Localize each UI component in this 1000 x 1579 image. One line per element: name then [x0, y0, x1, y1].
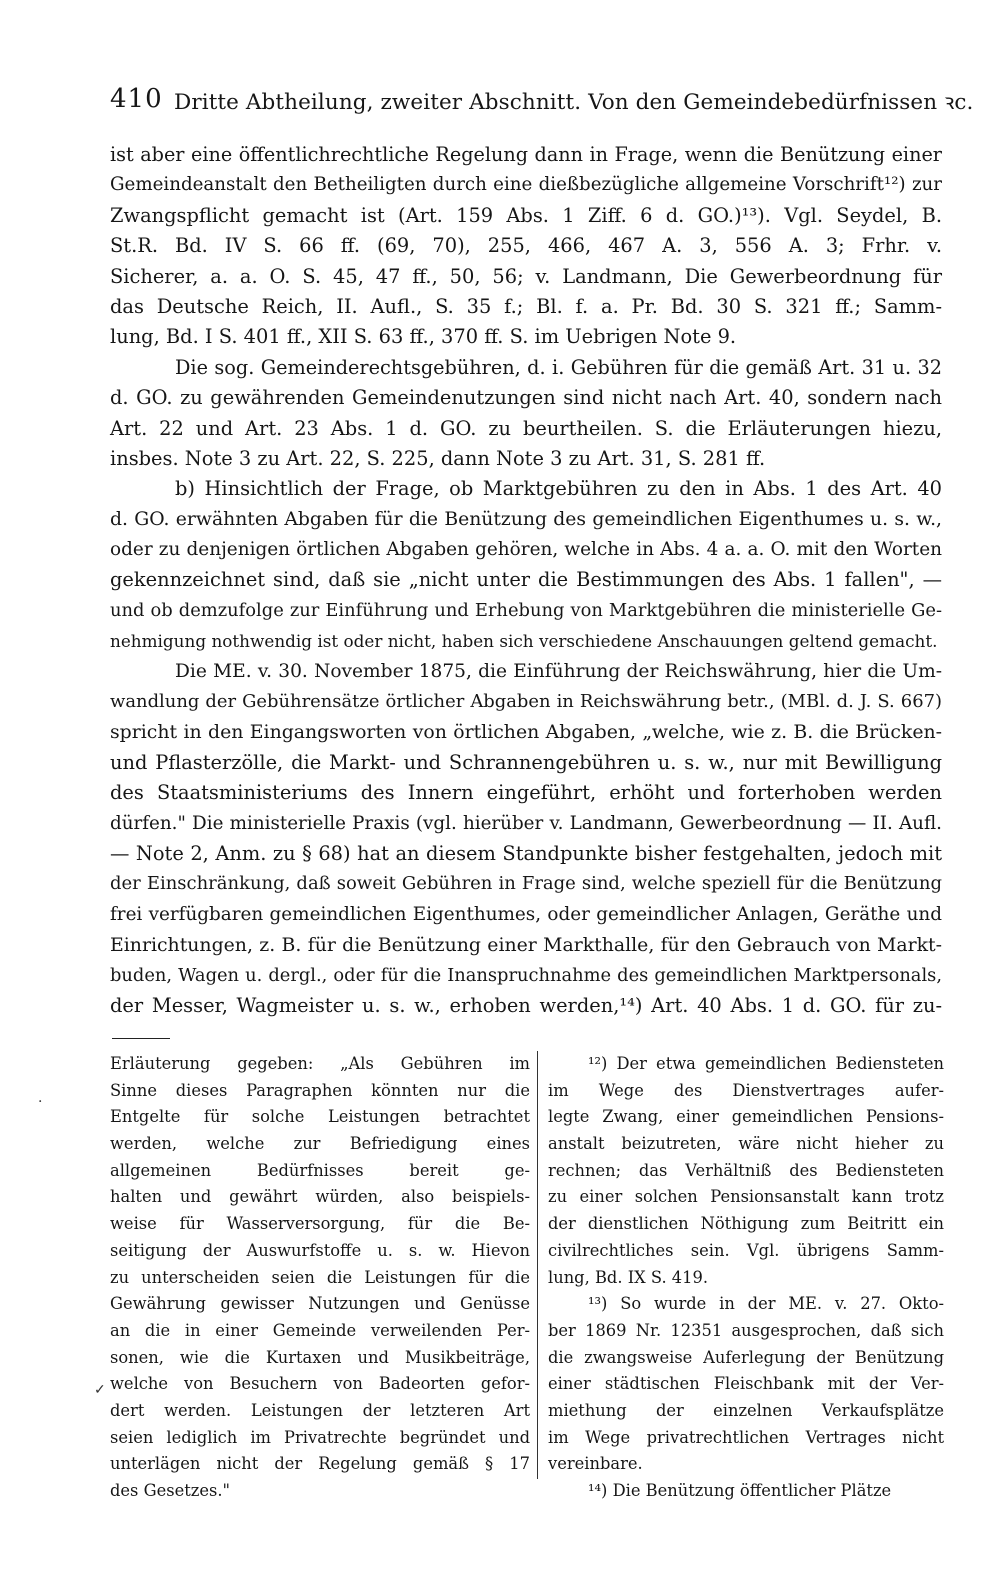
footnote-line: im Wege des Dienstvertrages aufer- [548, 1080, 944, 1100]
footnote-line: dert werden. Leistungen der letzteren Art [110, 1400, 530, 1420]
margin-speck: · [38, 1094, 43, 1110]
running-head: Dritte Abtheilung, zweiter Abschnitt. Von den Gemeindebedürfnissen ꝛc. [174, 90, 974, 115]
text-line: Zwangspflicht gemacht ist (Art. 159 Abs. 1 Ziff. 6 d. GO.)¹³). Vgl. Seydel, B. [110, 203, 942, 227]
footnote-line: weise für Wasserversorgung, für die Be- [110, 1214, 530, 1234]
footnote-line: Gewährung gewisser Nutzungen und Genüsse [110, 1294, 530, 1314]
footnote-line: im Wege privatrechtlichen Vertrages nicht [548, 1427, 944, 1447]
footnote-line: welche von Besuchern von Badeorten gefor- [110, 1374, 530, 1394]
footnote-line: zu unterscheiden seien die Leistungen für die [110, 1267, 530, 1287]
footnote-line: an die in einer Gemeinde verweilenden Per- [110, 1320, 530, 1340]
text-line: und Pflasterzölle, die Markt- und Schrannengebühren u. s. w., nur mit Bewilligung [110, 750, 942, 774]
footnote-line: sonen, wie die Kurtaxen und Musikbeiträge, [110, 1347, 530, 1367]
text-line: der Messer, Wagmeister u. s. w., erhoben werden,¹⁴) Art. 40 Abs. 1 d. GO. für zu- [110, 993, 942, 1017]
text-line: Die ME. v. 30. November 1875, die Einführung der Reichswährung, hier die Um- [175, 660, 942, 682]
footnote-line: lung, Bd. IX S. 419. [548, 1267, 709, 1287]
footnote-14-line: ¹⁴) Die Benützung öffentlicher Plätze [588, 1481, 892, 1500]
footnote-line: ber 1869 Nr. 12351 ausgesprochen, daß sich [548, 1320, 944, 1340]
text-line: Sicherer, a. a. O. S. 45, 47 ff., 50, 56; v. Landmann, Die Gewerbeordnung für [110, 264, 942, 288]
text-line: Die sog. Gemeinderechtsgebühren, d. i. Gebühren für die gemäß Art. 31 u. 32 [175, 355, 942, 379]
footnote-line: halten und gewährt würden, also beispiels- [110, 1187, 530, 1207]
text-line: oder zu denjenigen örtlichen Abgaben gehören, welche in Abs. 4 a. a. O. mit den Worten [110, 539, 942, 561]
footnote-line: Erläuterung gegeben: „Als Gebühren im [110, 1054, 530, 1073]
footnote-line: Sinne dieses Paragraphen könnten nur die [110, 1080, 530, 1100]
text-line: b) Hinsichtlich der Frage, ob Marktgebühren zu den in Abs. 1 des Art. 40 [175, 477, 942, 501]
text-line: Art. 22 und Art. 23 Abs. 1 d. GO. zu beurtheilen. S. die Erläuterungen hiezu, [110, 416, 942, 440]
text-line: spricht in den Eingangsworten von örtlichen Abgaben, „welche, wie z. B. die Brücken- [110, 721, 942, 744]
footnotes-left-column [110, 1051, 530, 1505]
text-line: wandlung der Gebührensätze örtlicher Abgaben in Reichswährung betr., (MBl. d. J. S. 667) [110, 691, 942, 713]
text-line: frei verfügbaren gemeindlichen Eigenthumes, oder gemeindlicher Anlagen, Geräthe und [110, 903, 942, 925]
text-line: Gemeindeanstalt den Betheiligten durch eine dießbezügliche allgemeine Vorschrift¹²) zur [110, 174, 942, 196]
text-line: dürfen." Die ministerielle Praxis (vgl. hierüber v. Landmann, Gewerbeordnung — II. Aufl. [110, 812, 942, 834]
text-line: des Staatsministeriums des Innern eingeführt, erhöht und forterhoben werden [110, 781, 942, 805]
footnote-line: seien lediglich im Privatrechte begründet und [110, 1427, 530, 1447]
footnote-13-line: ¹³) So wurde in der ME. v. 27. Okto- [588, 1294, 944, 1314]
footnote-column-divider [537, 1051, 538, 1479]
footnote-separator [112, 1038, 170, 1039]
text-line: gekennzeichnet sind, daß sie „nicht unter die Bestimmungen des Abs. 1 fallen", — [110, 568, 942, 592]
footnote-line: vereinbare. [548, 1454, 643, 1474]
text-line: das Deutsche Reich, II. Aufl., S. 35 f.; Bl. f. a. Pr. Bd. 30 S. 321 ff.; Samm- [110, 294, 942, 318]
page-number: 410 [110, 84, 163, 114]
footnote-line: der dienstlichen Nöthigung zum Beitritt ein [548, 1214, 944, 1234]
footnote-line: zu einer solchen Pensionsanstalt kann trotz [548, 1187, 944, 1207]
text-line: und ob demzufolge zur Einführung und Erhebung von Marktgebühren die ministerielle Ge- [110, 599, 942, 621]
footnote-12-line: ¹²) Der etwa gemeindlichen Bediensteten [588, 1054, 944, 1073]
footnote-line: anstalt beizutreten, wäre nicht hieher zu [548, 1134, 944, 1154]
footnote-line: allgemeinen Bedürfnisses bereit ge- [110, 1160, 530, 1180]
text-line: Einrichtungen, z. B. für die Benützung einer Markthalle, für den Gebrauch von Markt- [110, 934, 942, 957]
text-line: insbes. Note 3 zu Art. 22, S. 225, dann Note 3 zu Art. 31, S. 281 ff. [110, 446, 766, 470]
footnote-line: rechnen; das Verhältniß des Bediensteten [548, 1160, 944, 1180]
footnote-line: civilrechtliches sein. Vgl. übrigens Samm- [548, 1240, 944, 1260]
footnote-line: seitigung der Auswurfstoffe u. s. w. Hievon [110, 1240, 530, 1260]
footnote-line: werden, welche zur Befriedigung eines [110, 1134, 530, 1154]
footnote-line: des Gesetzes." [110, 1481, 230, 1500]
page-header [110, 84, 974, 118]
margin-pencil-mark: ✓ [94, 1382, 106, 1398]
footnote-line: legte Zwang, einer gemeindlichen Pensions- [548, 1107, 944, 1127]
text-line: ist aber eine öffentlichrechtliche Regelung dann in Frage, wenn die Benützung einer [110, 143, 942, 166]
main-text-block [110, 140, 942, 1021]
text-line: d. GO. zu gewährenden Gemeindenutzungen sind nicht nach Art. 40, sondern nach [110, 386, 942, 410]
footnote-line: miethung der einzelnen Verkaufsplätze [548, 1400, 944, 1420]
text-line: der Einschränkung, daß soweit Gebühren in Frage sind, welche speziell für die Benützung [110, 873, 942, 895]
text-line: nehmigung nothwendig ist oder nicht, haben sich verschiedene Anschauungen geltend gemacht. [110, 631, 938, 652]
text-line: St.R. Bd. IV S. 66 ff. (69, 70), 255, 466, 467 A. 3, 556 A. 3; Frhr. v. [110, 234, 942, 258]
footnote-line: Entgelte für solche Leistungen betrachtet [110, 1107, 530, 1127]
text-line: buden, Wagen u. dergl., oder für die Inanspruchnahme des gemeindlichen Marktpersonals, [110, 964, 942, 986]
footnote-line: einer städtischen Fleischbank mit der Ver- [548, 1374, 944, 1394]
text-line: — Note 2, Anm. zu § 68) hat an diesem Standpunkte bisher festgehalten, jedoch mit [110, 841, 942, 865]
footnotes-right-column [548, 1051, 944, 1505]
footnote-line: unterlägen nicht der Regelung gemäß § 17 [110, 1454, 530, 1474]
text-line: lung, Bd. I S. 401 ff., XII S. 63 ff., 370 ff. S. im Uebrigen Note 9. [110, 325, 737, 349]
text-line: d. GO. erwähnten Abgaben für die Benützung des gemeindlichen Eigenthumes u. s. w., [110, 508, 942, 530]
footnote-line: die zwangsweise Auferlegung der Benützung [548, 1347, 944, 1367]
